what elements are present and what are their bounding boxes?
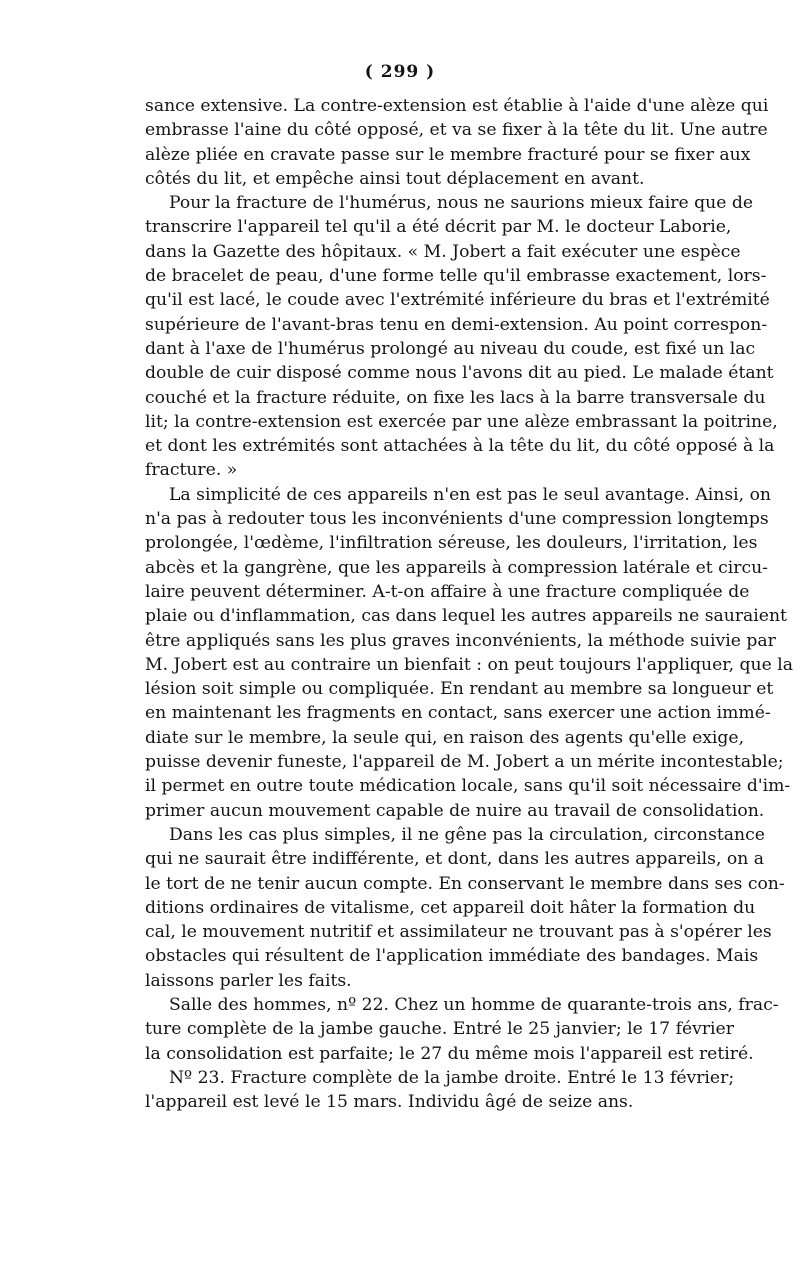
text-line: obstacles qui résultent de l'application immédiate des bandages. Mais [145,946,759,967]
text-line: embrasse l'aine du côté opposé, et va se fixer à la tête du lit. Une autre [145,120,768,141]
text-line: alèze pliée en cravate passe sur le membre fracturé pour se fixer aux [145,144,751,165]
text-line: qu'il est lacé, le coude avec l'extrémité inférieure du bras et l'extrémité [145,290,770,311]
text-line: ditions ordinaires de vitalisme, cet appareil doit hâter la formation du [145,897,756,918]
text-line: Dans les cas plus simples, il ne gêne pas la circulation, circonstance [169,824,765,845]
text-line: fracture. » [145,460,238,481]
text-line: la consolidation est parfaite; le 27 du même mois l'appareil est retiré. [145,1043,754,1064]
text-line: primer aucun mouvement capable de nuire au travail de consolidation. [145,800,765,821]
text-line: Salle des hommes, nº 22. Chez un homme de quarante-trois ans, frac- [169,994,779,1015]
text-line: lésion soit simple ou compliquée. En rendant au membre sa longueur et [145,679,774,700]
page-number: ( 299 ) [364,62,436,82]
text-line: cal, le mouvement nutritif et assimilateur ne trouvant pas à s'opérer les [145,922,772,943]
text-line: être appliqués sans les plus graves inconvénients, la méthode suivie par [145,630,776,651]
text-line: laire peuvent déterminer. A-t-on affaire à une fracture compliquée de [145,581,750,602]
text-line: prolongée, l'œdème, l'infiltration séreuse, les douleurs, l'irritation, les [145,533,758,554]
text-line: supérieure de l'avant-bras tenu en demi-extension. Au point correspon- [145,314,768,335]
text-line: l'appareil est levé le 15 mars. Individu âgé de seize ans. [145,1092,634,1113]
text-line: et dont les extrémités sont attachées à la tête du lit, du côté opposé à la [145,436,775,457]
text-line: plaie ou d'inflammation, cas dans lequel les autres appareils ne sauraient [145,606,787,627]
text-line: qui ne saurait être indifférente, et dont, dans les autres appareils, on a [145,849,765,870]
text-line: diate sur le membre, la seule qui, en raison des agents qu'elle exige, [145,727,745,748]
text-line: double de cuir disposé comme nous l'avons dit au pied. Le malade étant [145,363,774,384]
text-line: dans la Gazette des hôpitaux. « M. Jobert a fait exécuter une espèce [145,241,741,262]
text-line: sance extensive. La contre-extension est établie à l'aide d'une alèze qui [145,96,769,116]
text-line: M. Jobert est au contraire un bienfait : on peut toujours l'appliquer, que la [145,654,793,675]
text-line: il permet en outre toute médication locale, sans qu'il soit nécessaire d'im- [145,776,791,797]
text-line: transcrire l'appareil tel qu'il a été décrit par M. le docteur Laborie, [145,217,732,238]
body-text [145,94,793,1114]
text-line: puisse devenir funeste, l'appareil de M. Jobert a un mérite incontestable; [145,752,784,773]
text-line: laissons parler les faits. [145,970,352,991]
text-line: lit; la contre-extension est exercée par une alèze embrassant la poitrine, [145,411,778,432]
text-line: de bracelet de peau, d'une forme telle qu'il embrasse exactement, lors- [145,266,767,287]
text-line: couché et la fracture réduite, on fixe les lacs à la barre transversale du [145,387,766,408]
text-line: Pour la fracture de l'humérus, nous ne saurions mieux faire que de [169,193,754,214]
text-line: le tort de ne tenir aucun compte. En conservant le membre dans ses con- [145,873,785,894]
text-line: dant à l'axe de l'humérus prolongé au niveau du coude, est fixé un lac [145,338,756,359]
text-line: abcès et la gangrène, que les appareils à compression latérale et circu- [145,557,768,578]
text-line: en maintenant les fragments en contact, sans exercer une action immé- [145,703,771,724]
text-line: Nº 23. Fracture complète de la jambe droite. Entré le 13 février; [169,1067,735,1088]
text-line: côtés du lit, et empêche ainsi tout déplacement en avant. [145,168,645,189]
text-line: n'a pas à redouter tous les inconvénients d'une compression longtemps [145,509,769,530]
text-line: La simplicité de ces appareils n'en est pas le seul avantage. Ainsi, on [169,484,771,505]
text-line: ture complète de la jambe gauche. Entré le 25 janvier; le 17 février [145,1019,734,1040]
